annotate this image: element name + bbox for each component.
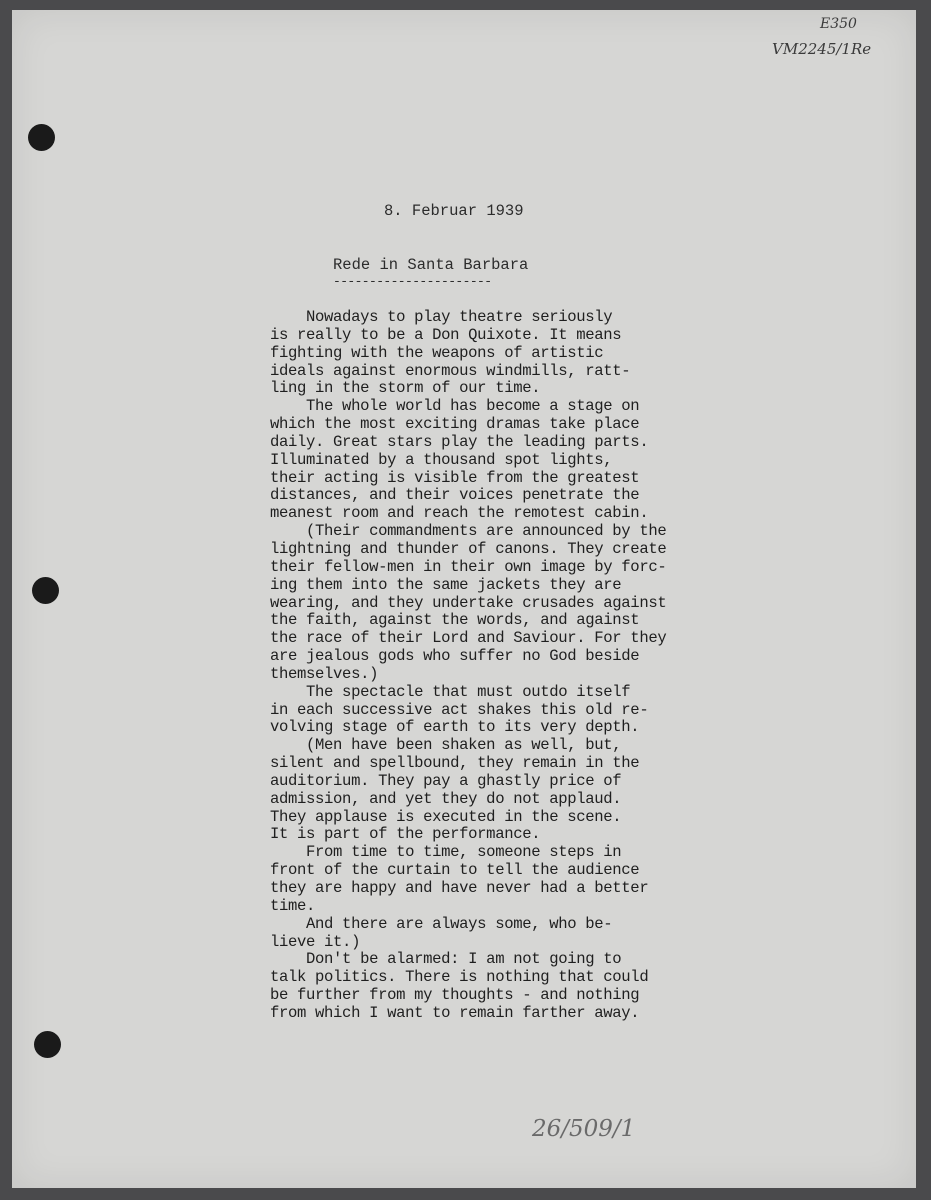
body-line: Nowadays to play theatre seriously xyxy=(270,308,613,326)
body-line: ling in the storm of our time. xyxy=(270,379,541,398)
body-line: They applause is executed in the scene. xyxy=(270,807,622,826)
punch-hole-middle xyxy=(32,577,59,604)
body-line: Illuminated by a thousand spot lights, xyxy=(270,450,613,469)
bottom-number-annotation: 26/509/1 xyxy=(532,1116,636,1142)
body-line: daily. Great stars play the leading parts. xyxy=(270,432,649,451)
body-line: their fellow-men in their own image by forc- xyxy=(270,557,667,576)
body-line: time. xyxy=(270,896,316,915)
body-line: From time to time, someone steps in xyxy=(270,843,622,862)
document-title: Rede in Santa Barbara xyxy=(333,256,529,274)
title-underline: ---------------------- xyxy=(333,274,492,289)
archive-ref-annotation: VM2245/1Re xyxy=(772,40,872,58)
body-line: themselves.) xyxy=(270,664,379,683)
document-page xyxy=(12,10,916,1188)
body-line: And there are always some, who be- xyxy=(270,914,613,933)
document-date: 8. Februar 1939 xyxy=(384,202,524,220)
punch-hole-top xyxy=(28,124,55,151)
body-line: (Men have been shaken as well, but, xyxy=(270,736,622,755)
body-line: wearing, and they undertake crusades against xyxy=(270,593,667,612)
body-line: ideals against enormous windmills, ratt- xyxy=(270,361,631,380)
body-line: the faith, against the words, and against xyxy=(270,611,640,630)
body-line: is really to be a Don Quixote. It means xyxy=(270,325,622,344)
body-line: lightning and thunder of canons. They create xyxy=(270,539,667,558)
body-line: meanest room and reach the remotest cabin. xyxy=(270,504,649,523)
body-line: The spectacle that must outdo itself xyxy=(270,682,631,701)
body-line: the race of their Lord and Saviour. For they xyxy=(270,629,667,648)
body-line: silent and spellbound, they remain in the xyxy=(270,754,640,773)
punch-hole-bottom xyxy=(34,1031,61,1058)
body-line: are jealous gods who suffer no God beside xyxy=(270,647,640,666)
body-line: It is part of the performance. xyxy=(270,825,541,844)
body-line: from which I want to remain farther away. xyxy=(270,1003,640,1022)
body-line: talk politics. There is nothing that could xyxy=(270,968,649,987)
body-line: their acting is visible from the greatest xyxy=(270,468,640,487)
body-line: Don't be alarmed: I am not going to xyxy=(270,950,622,969)
body-line: volving stage of earth to its very depth. xyxy=(270,718,640,737)
body-line: be further from my thoughts - and nothing xyxy=(270,986,640,1005)
top-code-annotation: E350 xyxy=(820,16,857,32)
body-line: fighting with the weapons of artistic xyxy=(270,343,604,362)
body-line: distances, and their voices penetrate the xyxy=(270,486,640,505)
body-line: auditorium. They pay a ghastly price of xyxy=(270,771,622,790)
body-line: (Their commandments are announced by the xyxy=(270,522,667,541)
body-line: in each successive act shakes this old re- xyxy=(270,700,649,719)
body-line: they are happy and have never had a better xyxy=(270,879,649,897)
body-line: The whole world has become a stage on xyxy=(270,397,640,416)
body-line: front of the curtain to tell the audience xyxy=(270,861,640,880)
body-line: admission, and yet they do not applaud. xyxy=(270,789,622,808)
body-line: lieve it.) xyxy=(270,932,361,951)
speech-body xyxy=(270,309,750,1023)
body-line: which the most exciting dramas take place xyxy=(270,415,640,434)
body-line: ing them into the same jackets they are xyxy=(270,575,622,594)
